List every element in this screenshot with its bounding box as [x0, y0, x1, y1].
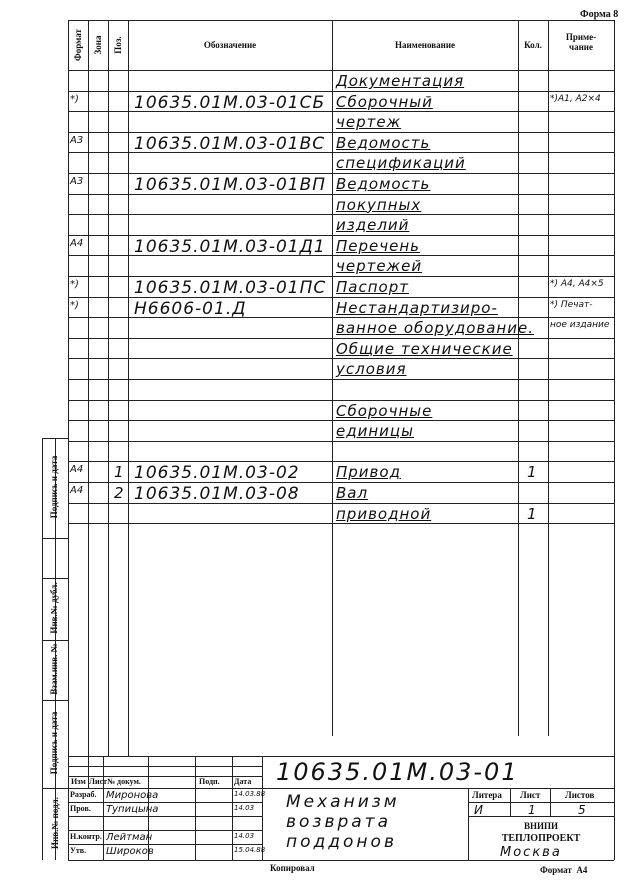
col-zone-header: Зона: [93, 35, 103, 55]
frame-right: [614, 20, 615, 860]
row-note: ное издание: [550, 320, 610, 331]
row-note: *)А1, А2×4: [550, 93, 601, 104]
row-name: чертеж: [336, 113, 402, 132]
row-line: [68, 235, 614, 236]
row-name: изделий: [336, 216, 410, 235]
org-line-1: ВНИПИ: [523, 821, 558, 831]
col-line: [88, 20, 89, 756]
row-qty: 1: [527, 463, 537, 482]
header-bottom: [68, 70, 614, 71]
row-name: покупных: [336, 195, 422, 214]
col-line: [518, 20, 519, 736]
row-format: А4: [70, 237, 84, 249]
row-designation: 10635.01M.03-01Д1: [134, 236, 326, 257]
row-format: А3: [70, 176, 84, 187]
row-qty: 1: [527, 504, 537, 523]
row-name: Сборочные: [336, 401, 433, 420]
row-format: А3: [70, 134, 84, 146]
tb-line: [468, 802, 614, 803]
side-sign-date-1: Подпись и дата: [49, 711, 59, 775]
title-line-2: возврата: [286, 812, 392, 832]
row-name: Общие технические: [336, 339, 513, 358]
row-name: Документация: [336, 72, 465, 90]
col-note-header: Приме- чание: [565, 32, 597, 53]
col-format-header: Формат: [73, 29, 83, 61]
tb-col: [232, 756, 233, 860]
side-inv-dubl: Инв.№ дубл.: [49, 582, 59, 634]
col-designation-header: Обозначение: [203, 40, 257, 50]
row-line: [68, 523, 614, 524]
role-name: Лейтман: [106, 832, 153, 843]
role-role: Пров.: [70, 804, 91, 813]
col-line: [548, 20, 549, 736]
row-line: [68, 420, 614, 421]
tb-list: Лист: [89, 777, 108, 786]
row-name: единицы: [336, 422, 414, 441]
side-strip-left: [42, 438, 43, 860]
role-date: 14.03: [234, 804, 255, 812]
row-designation: 10635.01M.03-01ПС: [134, 278, 327, 298]
sheets-label: Листов: [565, 790, 595, 800]
role-role: Н.контр.: [70, 832, 102, 841]
row-name: Сборочный: [336, 92, 433, 111]
litera-label: Литера: [472, 790, 502, 800]
row-format: А4: [70, 485, 84, 496]
role-date: 14.03.88: [234, 790, 266, 798]
col-line: [108, 20, 109, 756]
row-pos: 2: [114, 484, 124, 502]
row-line: [68, 461, 614, 462]
col-pos-header: Поз.: [113, 36, 123, 54]
row-format: *): [70, 93, 79, 105]
row-format: *): [70, 299, 79, 311]
frame-bottom: [68, 860, 614, 861]
tb-line: [68, 756, 614, 757]
row-designation: 10635.01M.03-08: [134, 484, 300, 504]
row-line: [68, 132, 614, 133]
title-line-1: Механизм: [286, 792, 400, 812]
sheet-value: 1: [528, 803, 536, 817]
side-vzam-inv: Взам.инв. №: [49, 643, 59, 695]
sheets-value: 5: [578, 803, 586, 817]
row-format: А4: [70, 464, 84, 476]
row-designation: 10635.01M.03-01ВП: [134, 175, 327, 195]
frame-top: [68, 20, 614, 21]
col-line: [128, 20, 129, 756]
row-line: [68, 338, 614, 339]
row-line: [68, 400, 614, 401]
row-designation: 10635.01M.03-01ВС: [134, 133, 326, 154]
row-line: [68, 379, 614, 380]
row-line: [68, 173, 614, 174]
tb-col: [195, 756, 196, 860]
org-line-2: ТЕПЛОПРОЕКТ: [501, 833, 581, 844]
row-note: *) Печат-: [550, 299, 593, 310]
role-date: 15.04.88: [234, 846, 266, 854]
row-note: *) А4, А4×5: [550, 279, 604, 289]
row-line: [68, 358, 614, 359]
row-name: ванное оборудование.: [336, 319, 534, 338]
row-line: [68, 441, 614, 442]
row-name: Ведомость: [336, 133, 431, 152]
row-designation: Н6606-01.Д: [134, 298, 247, 319]
row-line: [68, 214, 614, 215]
row-name: Перечень: [336, 236, 420, 255]
row-name: Привод: [336, 463, 401, 482]
row-name: чертежей: [336, 257, 423, 276]
role-name: Миронова: [106, 790, 159, 801]
col-line: [332, 20, 333, 736]
litera-value: И: [474, 803, 483, 817]
row-name: Нестандартизиро-: [336, 298, 498, 317]
org-line-3: Москва: [500, 845, 562, 860]
row-name: Паспорт: [336, 278, 409, 296]
row-format: *): [70, 279, 79, 290]
row-line: [68, 276, 614, 277]
side-line: [42, 538, 68, 539]
tb-line: [68, 788, 614, 789]
footer-format: Формат А4: [540, 865, 588, 875]
tb-doc: № докум.: [107, 777, 141, 786]
doc-number: 10635.01M.03-01: [276, 758, 519, 786]
row-designation: 10635.01M.03-02: [134, 463, 300, 484]
side-sign-date-2: Подпись и дата: [49, 455, 59, 519]
tb-date: Дата: [234, 777, 252, 786]
row-designation: 10635.01M.03-01СБ: [134, 92, 326, 113]
footer-copied: Копировал: [270, 863, 315, 873]
row-name: Вал: [336, 484, 369, 502]
title-line-3: поддонов: [286, 832, 397, 852]
side-inv-podl: Инв.№ подл.: [50, 797, 60, 849]
role-role: Утв.: [70, 846, 87, 855]
col-name-header: Наименование: [395, 40, 455, 50]
row-name: условия: [336, 360, 407, 379]
row-pos: 1: [114, 463, 124, 482]
tb-col: [262, 756, 263, 860]
tb-izm: Изм: [71, 777, 86, 786]
row-name: спецификаций: [336, 154, 466, 173]
form-label: Форма 8: [580, 9, 619, 20]
row-name: приводной: [336, 504, 432, 523]
tb-line: [468, 816, 614, 817]
role-role: Разраб.: [70, 790, 97, 799]
role-name: Широков: [106, 846, 154, 857]
role-name: Тупицына: [106, 804, 159, 815]
col-qty-header: Кол.: [524, 40, 542, 50]
sheet-label: Лист: [520, 790, 541, 800]
tb-sign: Подп.: [199, 777, 220, 786]
tb-col: [103, 756, 104, 860]
row-name: Ведомость: [336, 175, 431, 193]
row-line: [68, 91, 614, 92]
role-date: 14.03: [234, 832, 255, 840]
